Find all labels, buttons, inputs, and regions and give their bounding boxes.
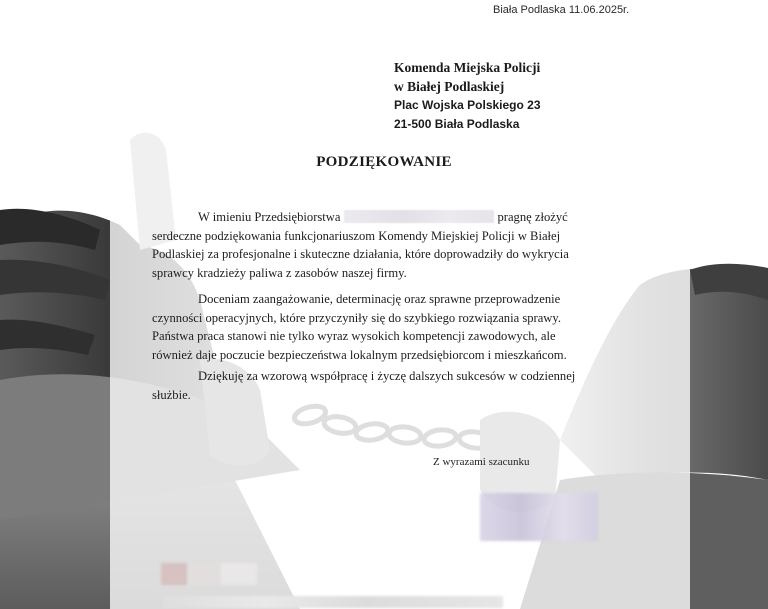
paragraph-1 (152, 208, 622, 282)
recipient-line-1: Komenda Miejska Policji (394, 60, 541, 75)
place-and-date: Biała Podlaska 11.06.2025r. (493, 4, 630, 16)
redacted-company-name (344, 210, 494, 223)
paragraph-1-line-3: Podlaskiej za profesjonalne i skuteczne działania, które doprowadziły do wykrycia (152, 247, 569, 261)
recipient-line-3: Plac Wojska Polskiego 23 (394, 98, 541, 112)
recipient-address (394, 58, 541, 134)
paragraph-1-start: W imieniu Przedsiębiorstwa (198, 210, 341, 224)
closing-phrase: Z wyrazami szacunku (433, 456, 530, 468)
paragraph-3 (152, 367, 622, 404)
paragraph-2 (152, 290, 622, 364)
paragraph-2-line-1: Doceniam zaangażowanie, determinację oraz sprawne przeprowadzenie (198, 292, 561, 306)
redacted-sender-name (161, 563, 257, 585)
paragraph-3-line-1: Dziękuję za wzorową współpracę i życzę dalszych sukcesów w codziennej (198, 369, 576, 383)
paragraph-1-end: pragnę złożyć (497, 210, 568, 224)
redacted-footer (163, 596, 503, 608)
paragraph-1-line-4: sprawcy kradzieży paliwa z zasobów naszej firmy. (152, 265, 407, 280)
paragraph-1-line-1 (152, 208, 622, 227)
paragraph-1-line-2: serdeczne podziękowania funkcjonariuszom Komendy Miejskiej Policji w Białej (152, 228, 561, 243)
recipient-line-2: w Białej Podlaskiej (394, 79, 505, 94)
letter-title: PODZIĘKOWANIE (316, 154, 452, 170)
paragraph-2-line-3: Państwa praca stanowi nie tylko wyraz wysokich kompetencji zawodowych, ale (152, 329, 556, 343)
paragraph-3-line-2: służbie. (152, 387, 191, 402)
paragraph-2-line-2: czynności operacyjnych, które przyczyniły się do szybkiego rozwiązania sprawy. (152, 310, 562, 325)
recipient-line-4: 21-500 Biała Podlaska (394, 117, 520, 131)
paragraph-2-line-4: również daje poczucie bezpieczeństwa lokalnym przedsiębiorcom i mieszkańcom. (152, 347, 567, 362)
redacted-signature (480, 493, 598, 541)
